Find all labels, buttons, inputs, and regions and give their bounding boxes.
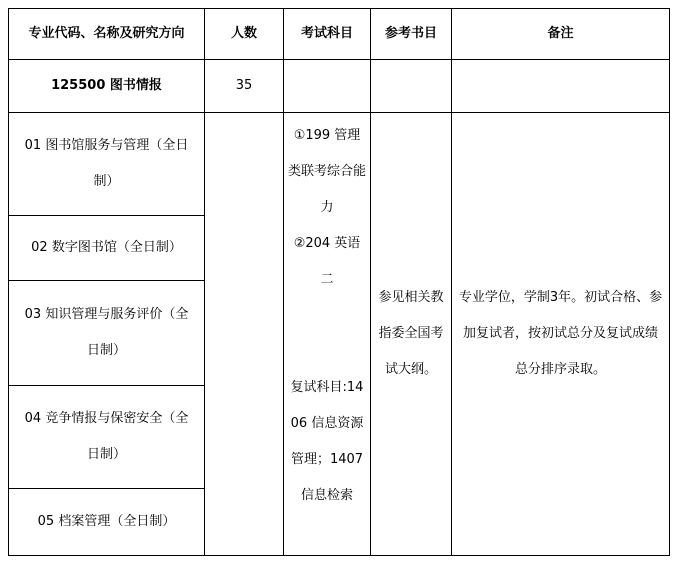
header-books-label: 参考书目 bbox=[384, 26, 437, 41]
header-major-label: 专业代码、名称及研究方向 bbox=[28, 26, 185, 41]
reference-books bbox=[371, 113, 451, 555]
table-border-bottom bbox=[8, 555, 670, 556]
direction-label: 01 图书馆服务与管理（全日制） bbox=[24, 138, 189, 189]
direction-label: 05 档案管理（全日制） bbox=[37, 514, 176, 529]
direction-label: 02 数字图书馆（全日制） bbox=[31, 240, 182, 255]
program-name bbox=[9, 60, 204, 112]
header-remarks bbox=[452, 9, 669, 59]
exam-subject-1: ①199 管理类联考综合能力 bbox=[288, 128, 367, 215]
program-count-value: 35 bbox=[235, 78, 253, 93]
header-count-label: 人数 bbox=[230, 26, 257, 41]
table-border-right bbox=[669, 8, 670, 556]
direction-item bbox=[9, 113, 204, 215]
direction-item bbox=[9, 281, 204, 385]
retest-subjects: 复试科目:1406 信息资源管理；1407 信息检索 bbox=[290, 380, 364, 503]
header-remarks-label: 备注 bbox=[547, 26, 574, 41]
direction-item bbox=[9, 489, 204, 555]
direction-item bbox=[9, 386, 204, 488]
remarks-text: 专业学位，学制3年。初试合格、参加复试者，按初试总分及复试成绩总分排序录取。 bbox=[458, 290, 663, 377]
header-count bbox=[205, 9, 283, 59]
direction-label: 03 知识管理与服务评价（全日制） bbox=[24, 307, 189, 358]
header-books bbox=[371, 9, 451, 59]
header-major bbox=[9, 9, 204, 59]
program-count bbox=[205, 60, 283, 112]
remarks bbox=[452, 113, 669, 555]
header-subjects bbox=[284, 9, 370, 59]
program-name-label: 125500 图书情报 bbox=[51, 78, 162, 93]
direction-label: 04 竞争情报与保密安全（全日制） bbox=[24, 411, 189, 462]
header-subjects-label: 考试科目 bbox=[300, 26, 353, 41]
exam-subject-2: ②204 英语二 bbox=[293, 236, 361, 287]
direction-item bbox=[9, 216, 204, 280]
reference-books-text: 参见相关教指委全国考试大纲。 bbox=[378, 290, 444, 377]
